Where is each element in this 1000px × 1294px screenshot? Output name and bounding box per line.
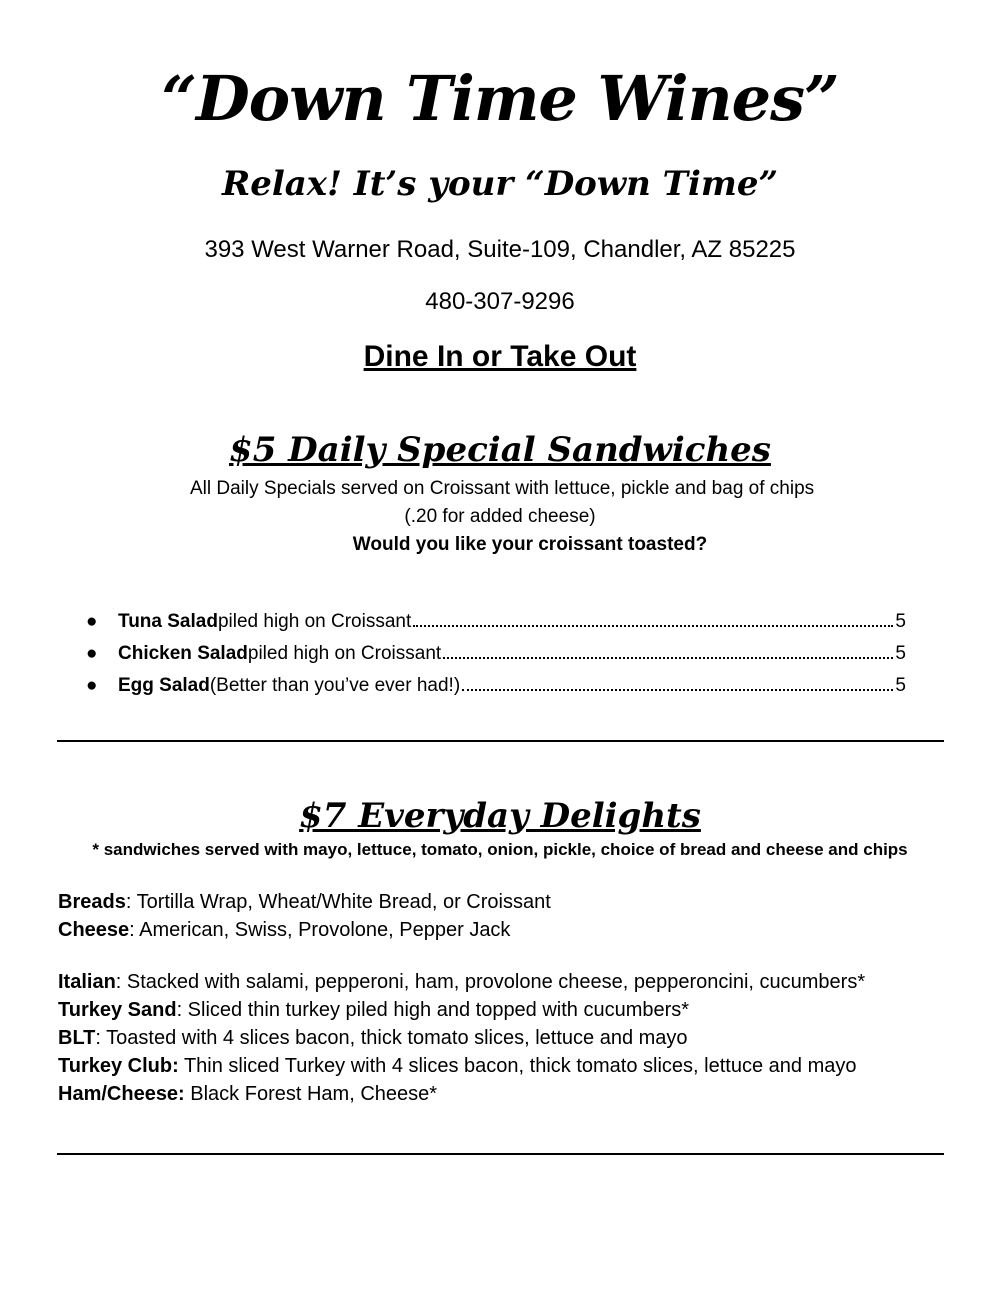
bread-label: Breads [58, 891, 126, 913]
daily-special-list [86, 608, 906, 704]
sandwich-name: Ham/Cheese: [58, 1083, 185, 1105]
dine-option: Dine In or Take Out [363, 340, 637, 373]
everyday-heading: $7 Everyday Delights [299, 796, 701, 836]
cheese-label: Cheese [58, 919, 130, 941]
cheese-values: : American, Swiss, Provolone, Pepper Jack [129, 919, 511, 941]
sandwich-item [58, 1055, 856, 1078]
cheese-options [58, 919, 510, 942]
sandwich-desc: Black Forest Ham, Cheese* [184, 1083, 438, 1105]
phone-number: 480-307-9296 [425, 288, 575, 315]
bullet-icon: ● [86, 643, 98, 664]
toast-question: Would you like your croissant toasted? [352, 534, 708, 555]
section-divider [57, 1153, 944, 1155]
list-item [86, 640, 906, 672]
daily-special-note: All Daily Specials served on Croissant with lettuce, pickle and bag of chips [190, 478, 815, 499]
item-price: 5 [895, 675, 906, 696]
sandwich-name: Italian [58, 971, 116, 993]
sandwich-desc: : Toasted with 4 slices bacon, thick tomato slices, lettuce and mayo [95, 1027, 688, 1049]
dot-leader [462, 689, 893, 691]
sandwich-item [58, 971, 865, 994]
item-price: 5 [895, 611, 906, 632]
dot-leader [443, 657, 893, 659]
sandwich-desc: Thin sliced Turkey with 4 slices bacon, thick tomato slices, lettuce and mayo [178, 1055, 857, 1077]
item-desc: piled high on Croissant [247, 643, 442, 664]
sandwich-item [58, 1083, 437, 1106]
item-name: Tuna Salad [118, 611, 218, 632]
served-with-note: * sandwiches served with mayo, lettuce, tomato, onion, pickle, choice of bread and cheese and chips [92, 840, 908, 859]
bread-values: : Tortilla Wrap, Wheat/White Bread, or Croissant [125, 891, 551, 913]
sandwich-name: BLT [58, 1027, 96, 1049]
item-name: Egg Salad [118, 675, 210, 696]
cheese-surcharge-note: (.20 for added cheese) [404, 506, 596, 527]
sandwich-name: Turkey Club: [58, 1055, 179, 1077]
sandwich-desc: : Sliced thin turkey piled high and topped with cucumbers* [176, 999, 690, 1021]
list-item [86, 608, 906, 640]
sandwich-name: Turkey Sand [58, 999, 177, 1021]
item-desc: (Better than you’ve ever had!) [209, 675, 461, 696]
sandwich-item [58, 999, 689, 1022]
item-desc: piled high on Croissant [217, 611, 412, 632]
list-item [86, 672, 906, 704]
item-name: Chicken Salad [118, 643, 248, 664]
address: 393 West Warner Road, Suite-109, Chandler, AZ 85225 [204, 236, 796, 263]
restaurant-title: “Down Time Wines” [161, 62, 839, 135]
tagline: Relax! It’s your “Down Time” [221, 164, 779, 204]
sandwich-desc: : Stacked with salami, pepperoni, ham, provolone cheese, pepperoncini, cucumbers* [115, 971, 866, 993]
section-divider [57, 740, 944, 742]
dot-leader [413, 625, 893, 627]
bullet-icon: ● [86, 611, 98, 632]
item-price: 5 [895, 643, 906, 664]
sandwich-item [58, 1027, 688, 1050]
bullet-icon: ● [86, 675, 98, 696]
daily-special-heading: $5 Daily Special Sandwiches [229, 430, 771, 470]
bread-options [58, 891, 551, 914]
